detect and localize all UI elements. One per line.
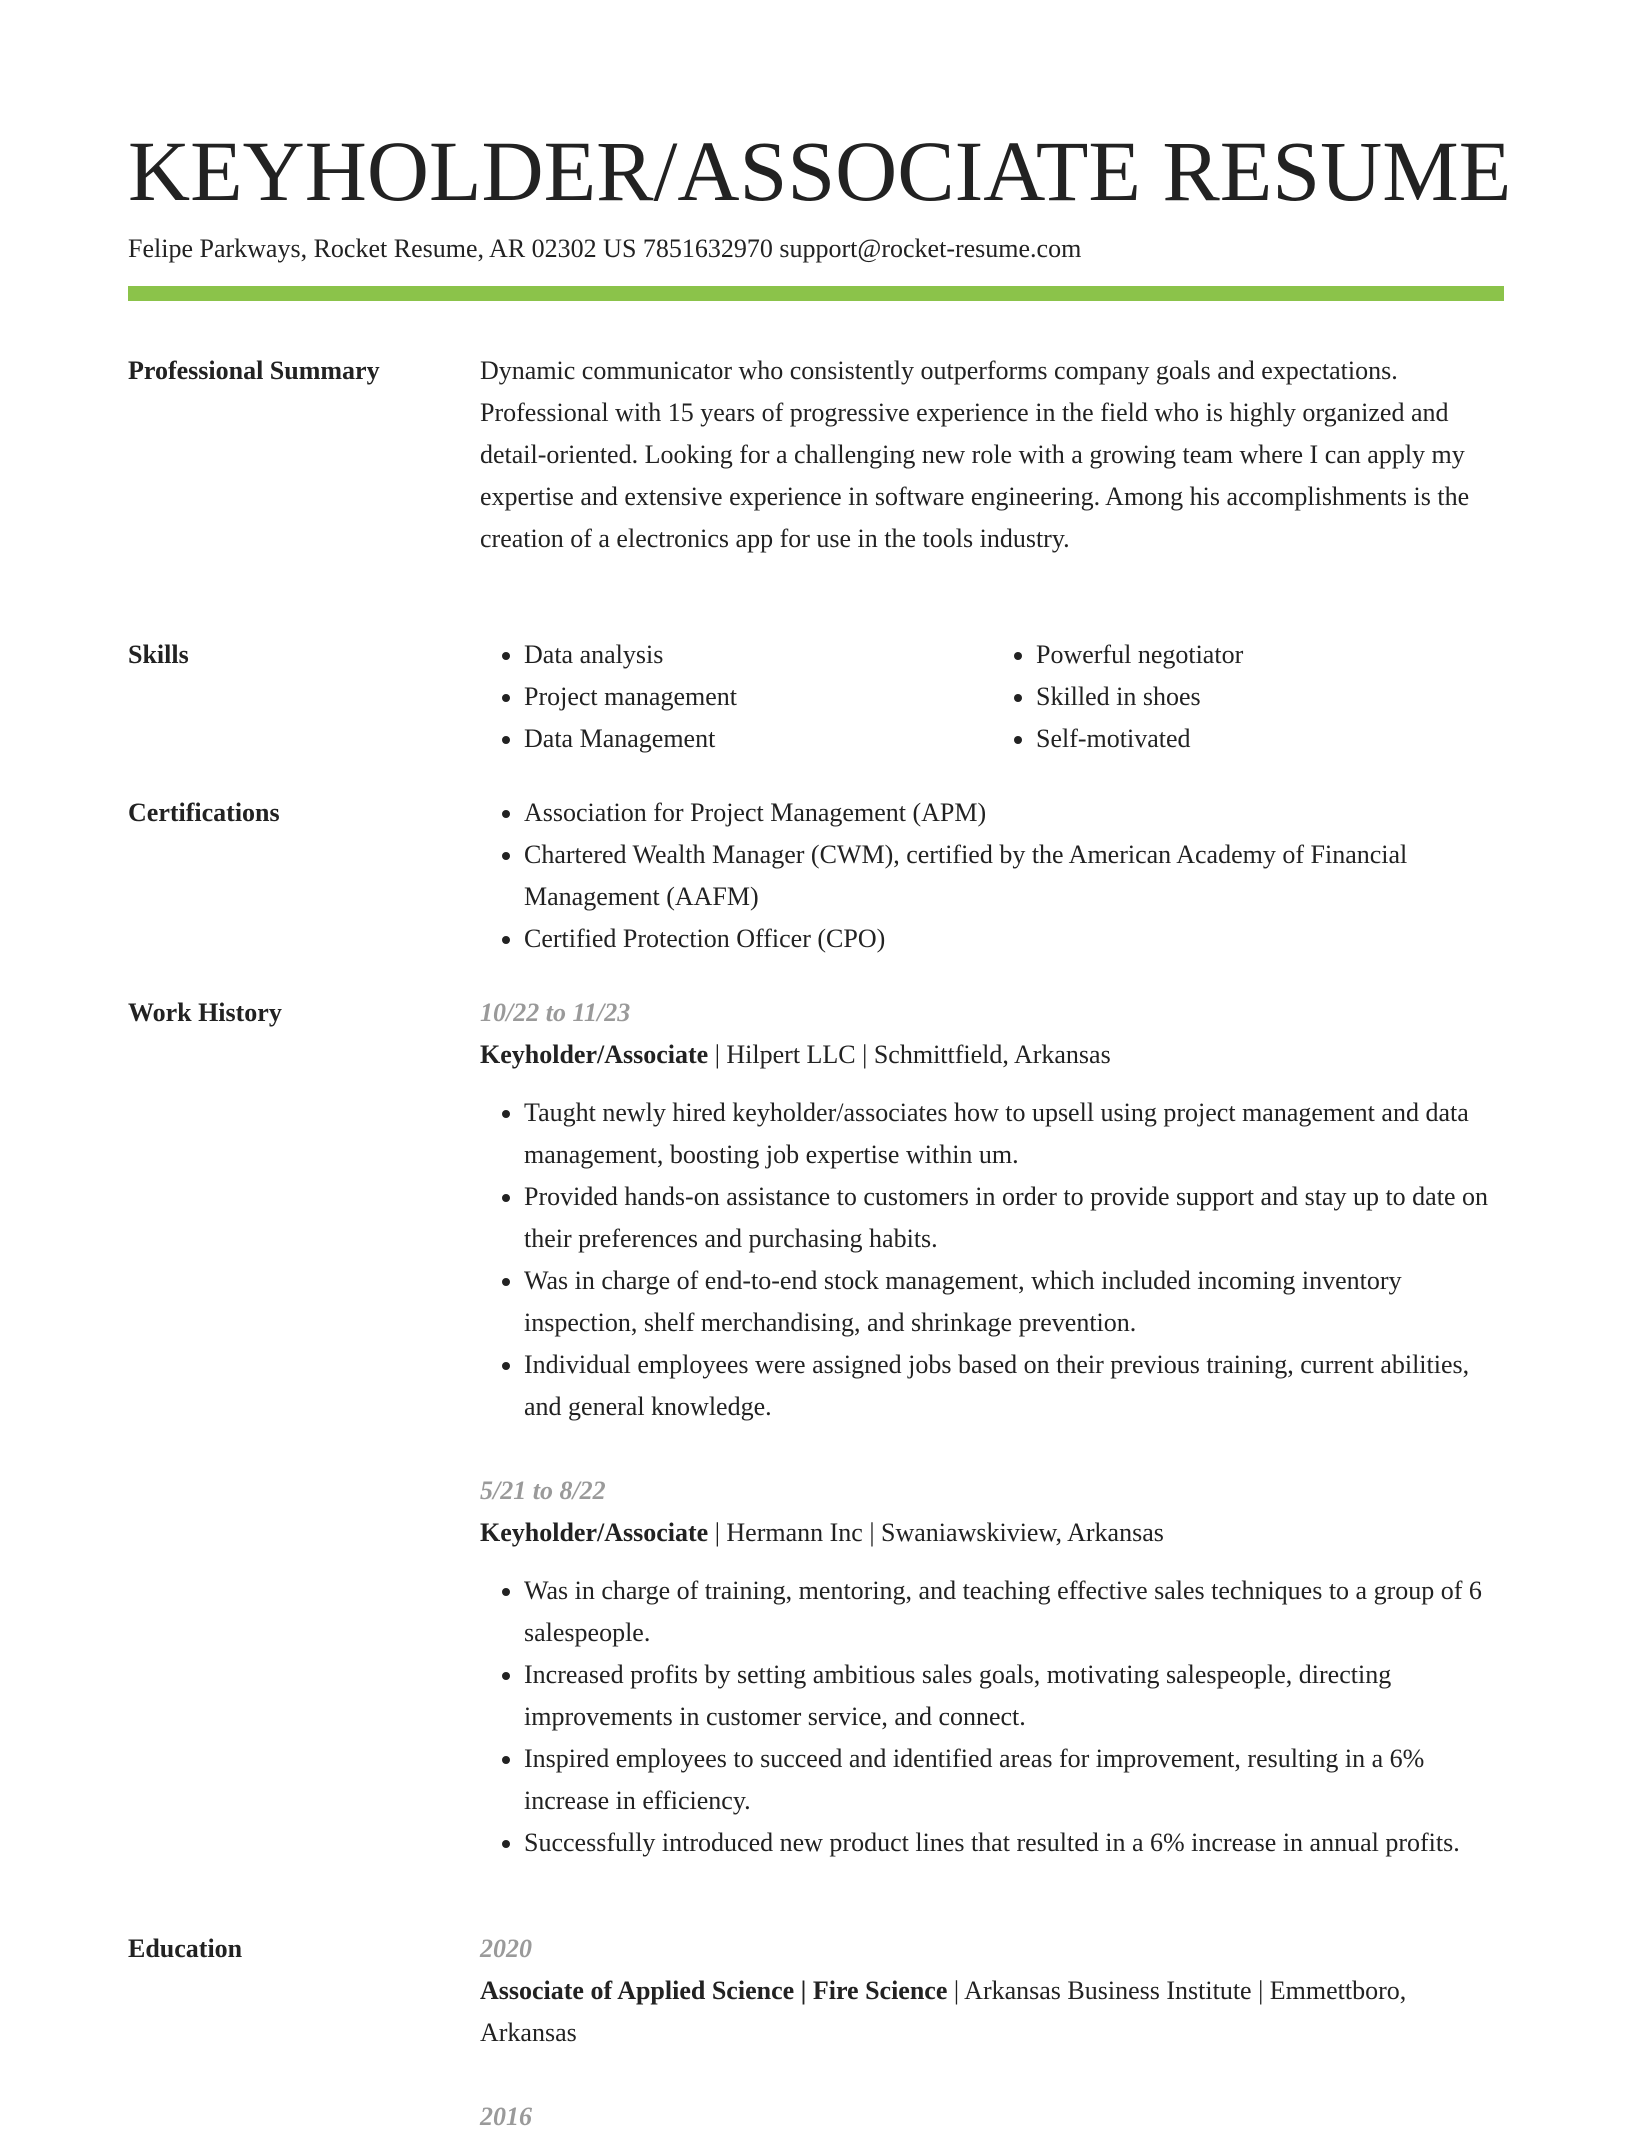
education-content (480, 1928, 1504, 2138)
skill-item: • Data Management (524, 718, 992, 760)
job-bullet: • Individual employees were assigned jobs based on their previous training, current abilities, and general knowledge. (524, 1344, 1504, 1428)
education-entry (480, 1928, 1504, 2054)
education-year: 2016 (480, 2102, 532, 2131)
certifications-content (480, 792, 1504, 960)
education-year: 2020 (480, 1934, 532, 1963)
education-entry (480, 2096, 1504, 2138)
job-entry (480, 1470, 1504, 1864)
job-bullet: • Taught newly hired keyholder/associates how to upsell using project management and data management, boosting job expertise within um. (524, 1092, 1504, 1176)
job-heading (480, 1034, 1504, 1076)
skill-item: • Data analysis (524, 634, 992, 676)
job-heading (480, 1512, 1504, 1554)
skill-item: • Self-motivated (1036, 718, 1504, 760)
accent-divider (128, 286, 1504, 301)
summary-content (480, 350, 1504, 560)
certification-item: • Certified Protection Officer (CPO) (524, 918, 1504, 960)
job-bullet: • Was in charge of training, mentoring, and teaching effective sales techniques to a group of 6 salespeople. (524, 1570, 1504, 1654)
job-title: Keyholder/Associate (480, 1518, 709, 1547)
section-label-education: Education (128, 1934, 243, 1963)
section-label-summary: Professional Summary (128, 356, 380, 385)
section-label-certifications: Certifications (128, 798, 280, 827)
section-label-skills: Skills (128, 640, 189, 669)
work-history-content (480, 992, 1504, 1864)
education-details: | Arkansas Business Institute | Emmettboro, Arkansas (480, 1976, 1407, 2047)
job-bullet: • Provided hands-on assistance to customers in order to provide support and stay up to date on their preferences and purchasing habits. (524, 1176, 1504, 1260)
skills-column-left (480, 634, 992, 760)
certification-item: • Chartered Wealth Manager (CWM), certified by the American Academy of Financial Management (AAFM) (524, 834, 1504, 918)
job-bullet: • Successfully introduced new product lines that resulted in a 6% increase in annual profits. (524, 1822, 1504, 1864)
certification-item: • Association for Project Management (APM) (524, 792, 1504, 834)
section-label-work-history: Work History (128, 998, 282, 1027)
job-details: | Hermann Inc | Swaniawskiview, Arkansas (708, 1518, 1164, 1547)
job-bullets (480, 1092, 1504, 1428)
job-title: Keyholder/Associate (480, 1040, 709, 1069)
job-bullets (480, 1570, 1504, 1864)
job-entry (480, 992, 1504, 1428)
job-date: 5/21 to 8/22 (480, 1476, 606, 1505)
skills-column-right (992, 634, 1504, 760)
skill-item: • Skilled in shoes (1036, 676, 1504, 718)
job-details: | Hilpert LLC | Schmittfield, Arkansas (708, 1040, 1111, 1069)
certifications-list (480, 792, 1504, 960)
skills-content (480, 634, 1504, 760)
education-degree: Associate of Applied Science | Fire Science (480, 1976, 948, 2005)
education-heading (480, 1970, 1504, 2054)
job-bullet: • Was in charge of end-to-end stock management, which included incoming inventory inspection, shelf merchandising, and shrinkage prevention. (524, 1260, 1504, 1344)
job-bullet: • Inspired employees to succeed and identified areas for improvement, resulting in a 6% increase in efficiency. (524, 1738, 1504, 1822)
contact-line: Felipe Parkways, Rocket Resume, AR 02302 US 7851632970 support@rocket-resume.com (128, 234, 1082, 263)
skill-item: • Powerful negotiator (1036, 634, 1504, 676)
job-bullet: • Increased profits by setting ambitious sales goals, motivating salespeople, directing improvements in customer service, and connect. (524, 1654, 1504, 1738)
skill-item: • Project management (524, 676, 992, 718)
resume-title: KEYHOLDER/ASSOCIATE RESUME (128, 123, 1512, 219)
summary-text: Dynamic communicator who consistently outperforms company goals and expectations. Professional with 15 years of progressive experience in the field who is highly organized and detail-oriented. Looking for a challenging new role with a growing team where I can apply my expertise and extensive experience in software engineering. Among his accomplishments is the creation of a electronics app for use in the tools industry. (480, 356, 1470, 553)
job-date: 10/22 to 11/23 (480, 998, 631, 1027)
